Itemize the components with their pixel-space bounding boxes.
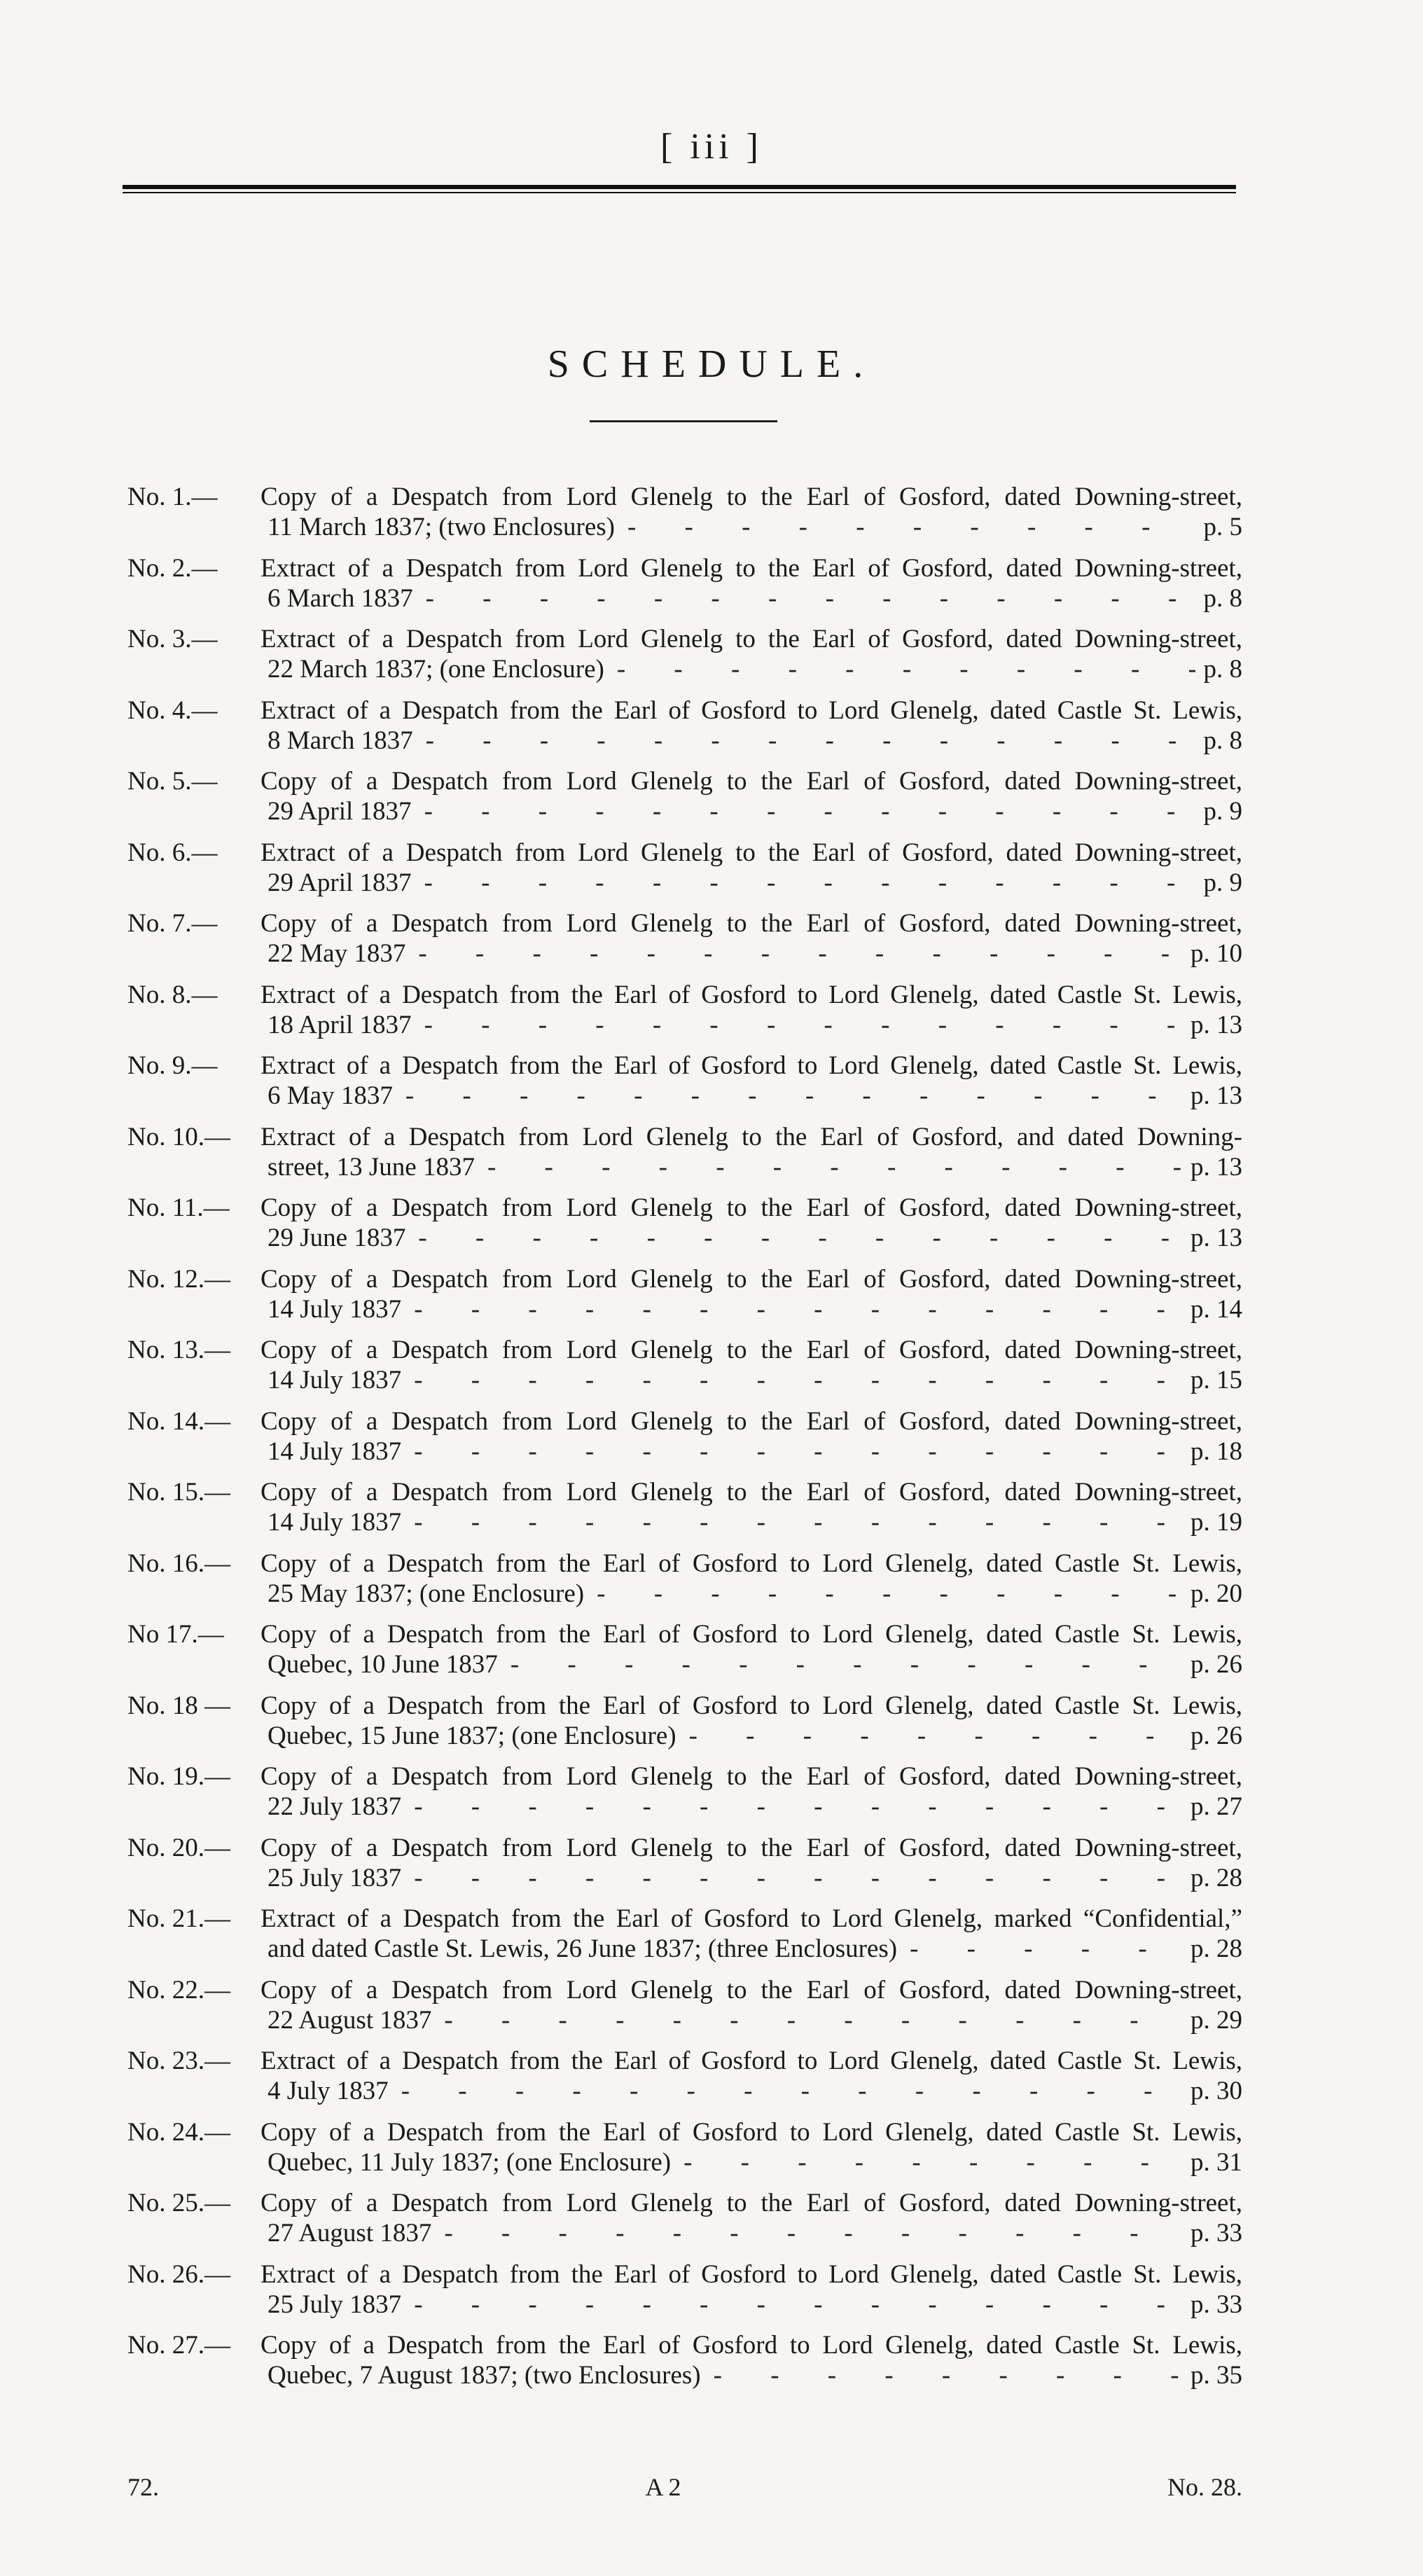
dot-leader	[389, 2076, 1182, 2106]
entry-description: Copy of a Despatch from the Earl of Gosford to Lord Glenelg, dated Castle St. Lewis,	[261, 1549, 1242, 1578]
entry-line-2	[127, 1721, 1242, 1751]
entry-line-1	[127, 695, 1242, 726]
entry-page-ref: p. 26	[1191, 1721, 1242, 1750]
entry-date: 6 May 1837	[268, 1081, 393, 1110]
entry-line-2	[127, 1152, 1242, 1182]
dot-leader	[584, 1579, 1182, 1609]
entry-description: Extract of a Despatch from the Earl of Gosford to Lord Glenelg, dated Castle St. Lewis,	[261, 1051, 1242, 1080]
entry-date: 6 March 1837	[268, 583, 413, 613]
entry-date: Quebec, 15 June 1837; (one Enclosure)	[268, 1721, 676, 1750]
entry-date: 14 July 1837	[268, 1436, 402, 1466]
dot-leader	[475, 1152, 1182, 1182]
schedule-entry	[127, 553, 1242, 625]
entry-page-ref: p. 31	[1191, 2147, 1242, 2177]
entry-page-ref: p. 27	[1191, 1792, 1242, 1821]
entry-description: Copy of a Despatch from the Earl of Gosford to Lord Glenelg, dated Castle St. Lewis,	[261, 1691, 1242, 1720]
entry-number: No. 8.—	[127, 980, 218, 1009]
entry-number: No. 23.—	[127, 2047, 230, 2075]
schedule-entry	[127, 482, 1242, 553]
entry-number: No. 14.—	[127, 1406, 230, 1436]
schedule-entry	[127, 1904, 1242, 1975]
entry-line-1	[127, 1691, 1242, 1721]
dot-leader	[676, 1721, 1182, 1751]
entry-line-2	[127, 1223, 1242, 1253]
entry-number: No. 16.—	[127, 1549, 230, 1578]
dot-leader	[412, 1010, 1182, 1040]
dot-leader	[393, 1081, 1182, 1111]
entry-description: Copy of a Despatch from Lord Glenelg to the Earl of Gosford, dated Downing-street,	[261, 909, 1242, 938]
entry-number: No. 26.—	[127, 2259, 230, 2289]
entry-page-ref: p. 9	[1203, 797, 1242, 826]
entry-date: 14 July 1837	[268, 1508, 402, 1537]
entry-date: 8 March 1837	[268, 726, 413, 755]
entry-page-ref: p. 30	[1191, 2077, 1242, 2105]
entry-line-1	[127, 766, 1242, 796]
dot-leader	[431, 2005, 1182, 2035]
entry-line-2	[127, 1365, 1242, 1395]
entry-date: 25 July 1837	[268, 2290, 402, 2319]
entry-description: Copy of a Despatch from the Earl of Gosford to Lord Glenelg, dated Castle St. Lewis,	[261, 2117, 1242, 2147]
entry-line-1	[127, 1975, 1242, 2005]
entry-date: 22 July 1837	[268, 1792, 402, 1821]
dot-leader	[431, 2218, 1182, 2248]
schedule-entry	[127, 1833, 1242, 1904]
dot-leader	[405, 1223, 1182, 1253]
entry-number: No. 19.—	[127, 1762, 230, 1791]
entry-description: Extract of a Despatch from the Earl of Gosford to Lord Glenelg, marked “Confidential,”	[261, 1904, 1242, 1933]
header-rule	[123, 185, 1236, 193]
entry-page-ref: p. 33	[1191, 2219, 1242, 2248]
entry-line-1	[127, 553, 1242, 583]
entry-number: No. 25.—	[127, 2189, 230, 2217]
entry-description: Extract of a Despatch from the Earl of Gosford to Lord Glenelg, dated Castle St. Lewis,	[261, 2259, 1242, 2289]
entry-date: 11 March 1837; (two Enclosures)	[268, 513, 615, 541]
entry-line-1	[127, 1761, 1242, 1792]
entry-page-ref: p. 18	[1191, 1436, 1242, 1466]
entry-line-2	[127, 1649, 1242, 1680]
entry-line-2	[127, 2076, 1242, 2106]
entry-description: Copy of a Despatch from Lord Glenelg to the Earl of Gosford, dated Downing-street,	[261, 1833, 1242, 1862]
entry-date: 14 July 1837	[268, 1294, 402, 1324]
entry-number: No. 6.—	[127, 838, 218, 867]
entry-number: No. 5.—	[127, 767, 218, 796]
entry-description: Copy of a Despatch from Lord Glenelg to the Earl of Gosford, dated Downing-street,	[261, 2189, 1242, 2217]
entry-line-1	[127, 838, 1242, 868]
dot-leader	[413, 583, 1195, 614]
footer-signature: A 2	[645, 2473, 681, 2501]
dot-leader	[401, 1792, 1182, 1822]
entry-line-1	[127, 2330, 1242, 2360]
dot-leader	[701, 2360, 1182, 2390]
entry-line-2	[127, 1436, 1242, 1467]
entry-line-1	[127, 1406, 1242, 1436]
entry-date: 14 July 1837	[268, 1366, 402, 1394]
entry-line-1	[127, 908, 1242, 939]
entry-number: No 17.—	[127, 1620, 224, 1649]
entry-line-2	[127, 1792, 1242, 1822]
entry-number: No. 2.—	[127, 553, 218, 583]
schedule-entry	[127, 1549, 1242, 1620]
entry-date: and dated Castle St. Lewis, 26 June 1837; (three Enclosures)	[268, 1934, 898, 1963]
entry-date: 22 August 1837	[268, 2005, 432, 2035]
entry-date: Quebec, 11 July 1837; (one Enclosure)	[268, 2147, 672, 2177]
entry-page-ref: p. 13	[1191, 1224, 1242, 1252]
entry-description: Extract of a Despatch from Lord Glenelg to the Earl of Gosford, and dated Downing-	[261, 1122, 1242, 1151]
entry-page-ref: p. 8	[1203, 583, 1242, 613]
entry-date: 18 April 1837	[268, 1010, 412, 1039]
entry-page-ref: p. 13	[1191, 1010, 1242, 1039]
entry-line-2	[127, 2218, 1242, 2248]
entry-number: No. 13.—	[127, 1336, 230, 1364]
dot-leader	[604, 654, 1195, 684]
entry-description: Copy of a Despatch from Lord Glenelg to the Earl of Gosford, dated Downing-street,	[261, 1193, 1242, 1222]
schedule-entry	[127, 624, 1242, 695]
entry-line-2	[127, 2360, 1242, 2390]
footer-sheet-number: 72.	[127, 2473, 159, 2501]
schedule-entry	[127, 980, 1242, 1051]
schedule-entry	[127, 2117, 1242, 2189]
entry-description: Copy of a Despatch from Lord Glenelg to the Earl of Gosford, dated Downing-street,	[261, 1264, 1242, 1294]
dot-leader	[401, 2290, 1182, 2320]
entry-description: Copy of a Despatch from Lord Glenelg to the Earl of Gosford, dated Downing-street,	[261, 1975, 1242, 2004]
entry-date: street, 13 June 1837	[268, 1152, 475, 1182]
entry-page-ref: p. 19	[1191, 1508, 1242, 1537]
entry-line-1	[127, 1051, 1242, 1081]
dot-leader	[897, 1934, 1182, 1964]
entry-page-ref: p. 9	[1203, 868, 1242, 897]
entry-number: No. 3.—	[127, 625, 218, 653]
entry-line-2	[127, 1934, 1242, 1964]
entry-line-1	[127, 1264, 1242, 1294]
entry-line-1	[127, 2117, 1242, 2147]
entry-number: No. 21.—	[127, 1904, 230, 1933]
schedule-entry	[127, 1691, 1242, 1762]
entry-description: Extract of a Despatch from the Earl of Gosford to Lord Glenelg, dated Castle St. Lewis,	[261, 980, 1242, 1009]
entry-page-ref: p. 10	[1191, 939, 1242, 968]
entry-line-1	[127, 1549, 1242, 1579]
entry-description: Extract of a Despatch from the Earl of Gosford to Lord Glenelg, dated Castle St. Lewis,	[261, 2047, 1242, 2075]
footer-catchword: No. 28.	[1167, 2473, 1242, 2501]
entry-line-2	[127, 939, 1242, 969]
entry-description: Extract of a Despatch from Lord Glenelg to the Earl of Gosford, dated Downing-street,	[261, 625, 1242, 653]
entry-number: No. 11.—	[127, 1193, 230, 1222]
entry-number: No. 10.—	[127, 1122, 230, 1151]
entry-line-1	[127, 482, 1242, 512]
entry-number: No. 24.—	[127, 2117, 230, 2147]
entry-number: No. 7.—	[127, 909, 218, 938]
entry-date: Quebec, 7 August 1837; (two Enclosures)	[268, 2361, 701, 2390]
entry-page-ref: p. 8	[1203, 726, 1242, 755]
schedule-entry	[127, 766, 1242, 838]
entry-description: Copy of a Despatch from Lord Glenelg to the Earl of Gosford, dated Downing-street,	[261, 1406, 1242, 1436]
entry-description: Copy of a Despatch from the Earl of Gosford to Lord Glenelg, dated Castle St. Lewis,	[261, 1620, 1242, 1649]
page-title: SCHEDULE.	[547, 342, 876, 386]
entry-page-ref: p. 28	[1191, 1934, 1242, 1963]
entry-line-1	[127, 1904, 1242, 1934]
dot-leader	[405, 939, 1182, 969]
entry-description: Copy of a Despatch from Lord Glenelg to the Earl of Gosford, dated Downing-street,	[261, 1762, 1242, 1791]
entry-date: Quebec, 10 June 1837	[268, 1650, 498, 1679]
entry-page-ref: p. 28	[1191, 1863, 1242, 1892]
entry-page-ref: p. 5	[1203, 513, 1242, 541]
entry-line-2	[127, 1010, 1242, 1040]
dot-leader	[412, 868, 1195, 898]
dot-leader	[401, 1294, 1182, 1324]
entry-line-2	[127, 1507, 1242, 1537]
entry-number: No. 18 —	[127, 1691, 230, 1720]
entry-line-2	[127, 726, 1242, 756]
entry-description: Extract of a Despatch from the Earl of Gosford to Lord Glenelg, dated Castle St. Lewis,	[261, 695, 1242, 725]
schedule-entry	[127, 1406, 1242, 1478]
entry-line-1	[127, 2259, 1242, 2290]
entry-line-2	[127, 583, 1242, 614]
dot-leader	[401, 1507, 1182, 1537]
dot-leader	[412, 796, 1195, 826]
page-footer	[127, 2472, 1242, 2502]
entry-page-ref: p. 8	[1203, 655, 1242, 684]
entry-line-2	[127, 796, 1242, 826]
dot-leader	[615, 512, 1195, 542]
entry-line-1	[127, 624, 1242, 654]
schedule-entry	[127, 2046, 1242, 2117]
entry-line-2	[127, 2147, 1242, 2177]
entry-number: No. 20.—	[127, 1833, 230, 1862]
dot-leader	[413, 726, 1195, 756]
entry-date: 27 August 1837	[268, 2219, 432, 2248]
dot-leader	[498, 1649, 1182, 1680]
entry-page-ref: p. 33	[1191, 2290, 1242, 2319]
page-number: [ iii ]	[660, 127, 763, 167]
schedule-entry	[127, 2259, 1242, 2331]
entry-line-1	[127, 1833, 1242, 1863]
schedule-entry	[127, 1051, 1242, 1122]
entry-number: No. 4.—	[127, 695, 218, 725]
schedule-entry	[127, 838, 1242, 909]
entry-description: Copy of a Despatch from Lord Glenelg to the Earl of Gosford, dated Downing-street,	[261, 483, 1242, 511]
entry-number: No. 22.—	[127, 1975, 230, 2004]
schedule-list	[127, 482, 1242, 2402]
entry-description: Extract of a Despatch from Lord Glenelg to the Earl of Gosford, dated Downing-street,	[261, 838, 1242, 867]
entry-date: 29 June 1837	[268, 1224, 406, 1252]
entry-page-ref: p. 29	[1191, 2005, 1242, 2035]
entry-number: No. 27.—	[127, 2331, 230, 2360]
schedule-entry	[127, 695, 1242, 767]
entry-page-ref: p. 15	[1191, 1366, 1242, 1394]
entry-number: No. 12.—	[127, 1264, 230, 1294]
entry-line-2	[127, 2290, 1242, 2320]
entry-page-ref: p. 14	[1191, 1294, 1242, 1324]
title-rule	[590, 420, 777, 422]
entry-date: 22 March 1837; (one Enclosure)	[268, 655, 604, 684]
schedule-entry	[127, 1122, 1242, 1193]
schedule-entry	[127, 1193, 1242, 1264]
entry-page-ref: p. 26	[1191, 1650, 1242, 1679]
entry-line-2	[127, 1081, 1242, 1111]
entry-number: No. 1.—	[127, 483, 218, 511]
entry-number: No. 15.—	[127, 1478, 230, 1507]
entry-description: Copy of a Despatch from Lord Glenelg to the Earl of Gosford, dated Downing-street,	[261, 1478, 1242, 1507]
entry-description: Copy of a Despatch from Lord Glenelg to the Earl of Gosford, dated Downing-street,	[261, 1336, 1242, 1364]
entry-description: Copy of a Despatch from Lord Glenelg to the Earl of Gosford, dated Downing-street,	[261, 767, 1242, 796]
entry-description: Copy of a Despatch from the Earl of Gosford to Lord Glenelg, dated Castle St. Lewis,	[261, 2331, 1242, 2360]
entry-line-2	[127, 2005, 1242, 2035]
entry-line-1	[127, 2046, 1242, 2076]
entry-line-2	[127, 1579, 1242, 1609]
dot-leader	[401, 1863, 1182, 1893]
entry-description: Extract of a Despatch from Lord Glenelg to the Earl of Gosford, dated Downing-street,	[261, 553, 1242, 583]
entry-line-2	[127, 868, 1242, 898]
schedule-entry	[127, 2330, 1242, 2402]
schedule-entry	[127, 1264, 1242, 1336]
entry-line-2	[127, 512, 1242, 542]
schedule-entry	[127, 2188, 1242, 2259]
schedule-entry	[127, 1335, 1242, 1406]
dot-leader	[671, 2147, 1182, 2177]
entry-number: No. 9.—	[127, 1051, 218, 1080]
schedule-entry	[127, 1761, 1242, 1833]
entry-line-1	[127, 1335, 1242, 1365]
entry-line-2	[127, 1294, 1242, 1324]
entry-page-ref: p. 13	[1191, 1081, 1242, 1110]
entry-page-ref: p. 35	[1191, 2361, 1242, 2390]
entry-date: 29 April 1837	[268, 868, 412, 897]
entry-line-2	[127, 1863, 1242, 1893]
entry-date: 4 July 1837	[268, 2077, 389, 2105]
entry-line-1	[127, 1619, 1242, 1649]
entry-line-2	[127, 654, 1242, 684]
entry-line-1	[127, 980, 1242, 1010]
entry-line-1	[127, 2188, 1242, 2218]
entry-date: 29 April 1837	[268, 797, 412, 826]
entry-date: 25 July 1837	[268, 1863, 402, 1892]
schedule-entry	[127, 1619, 1242, 1691]
entry-line-1	[127, 1193, 1242, 1223]
entry-date: 25 May 1837; (one Enclosure)	[268, 1579, 585, 1608]
entry-date: 22 May 1837	[268, 939, 406, 968]
schedule-entry	[127, 1975, 1242, 2047]
entry-page-ref: p. 13	[1191, 1152, 1242, 1182]
entry-line-1	[127, 1122, 1242, 1152]
dot-leader	[401, 1365, 1182, 1395]
dot-leader	[401, 1436, 1182, 1467]
schedule-entry	[127, 908, 1242, 980]
entry-page-ref: p. 20	[1191, 1579, 1242, 1608]
schedule-entry	[127, 1477, 1242, 1549]
entry-line-1	[127, 1477, 1242, 1507]
